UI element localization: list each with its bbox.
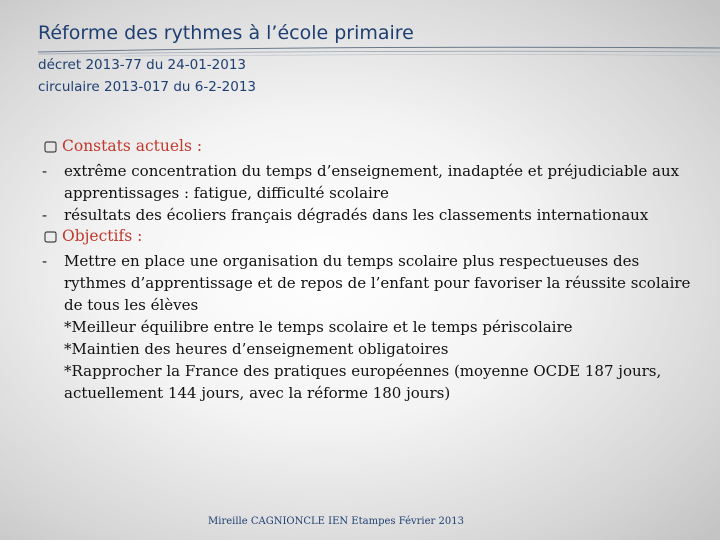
list-marker: - [42, 162, 48, 180]
list-item [42, 250, 702, 316]
slide-body [42, 136, 702, 404]
sub-list-item: *Maintien des heures d’enseignement obligatoires [64, 340, 449, 358]
list-marker: - [42, 206, 48, 224]
list-item-text: extrême concentration du temps d’enseignement, inadaptée et préjudiciable aux apprentissages : fatigue, difficulté scolaire [64, 162, 680, 202]
subtitle-circular: circulaire 2013-017 du 6-2-2013 [38, 79, 257, 95]
section-heading-constats [42, 136, 702, 157]
subtitle-decree: décret 2013-77 du 24-01-2013 [38, 57, 247, 73]
slide-title: Réforme des rythmes à l’école primaire [38, 22, 414, 44]
sub-list-item: *Meilleur équilibre entre le temps scolaire et le temps périscolaire [64, 318, 573, 336]
list-item [42, 204, 702, 226]
section-heading-label: Constats actuels : [62, 137, 203, 155]
section-heading-objectifs [42, 226, 702, 247]
list-marker: - [42, 252, 48, 270]
scroll-bullet-icon [44, 231, 57, 243]
section-heading-label: Objectifs : [62, 227, 143, 245]
scroll-bullet-icon [44, 141, 57, 153]
list-item-text: Mettre en place une organisation du temps scolaire plus respectueuses des rythmes d’apprentissage et de repos de l’enfant pour favoriser la réussite scolaire de tous les élèves [64, 252, 691, 314]
sub-list-item: *Rapprocher la France des pratiques européennes (moyenne OCDE 187 jours, actuellement 144 jours, avec la réforme 180 jours) [64, 362, 662, 402]
list-item-text: résultats des écoliers français dégradés dans les classements internationaux [64, 206, 649, 224]
slide-footer: Mireille CAGNIONCLE IEN Etampes Février 2013 [208, 516, 464, 527]
list-item [42, 160, 702, 204]
